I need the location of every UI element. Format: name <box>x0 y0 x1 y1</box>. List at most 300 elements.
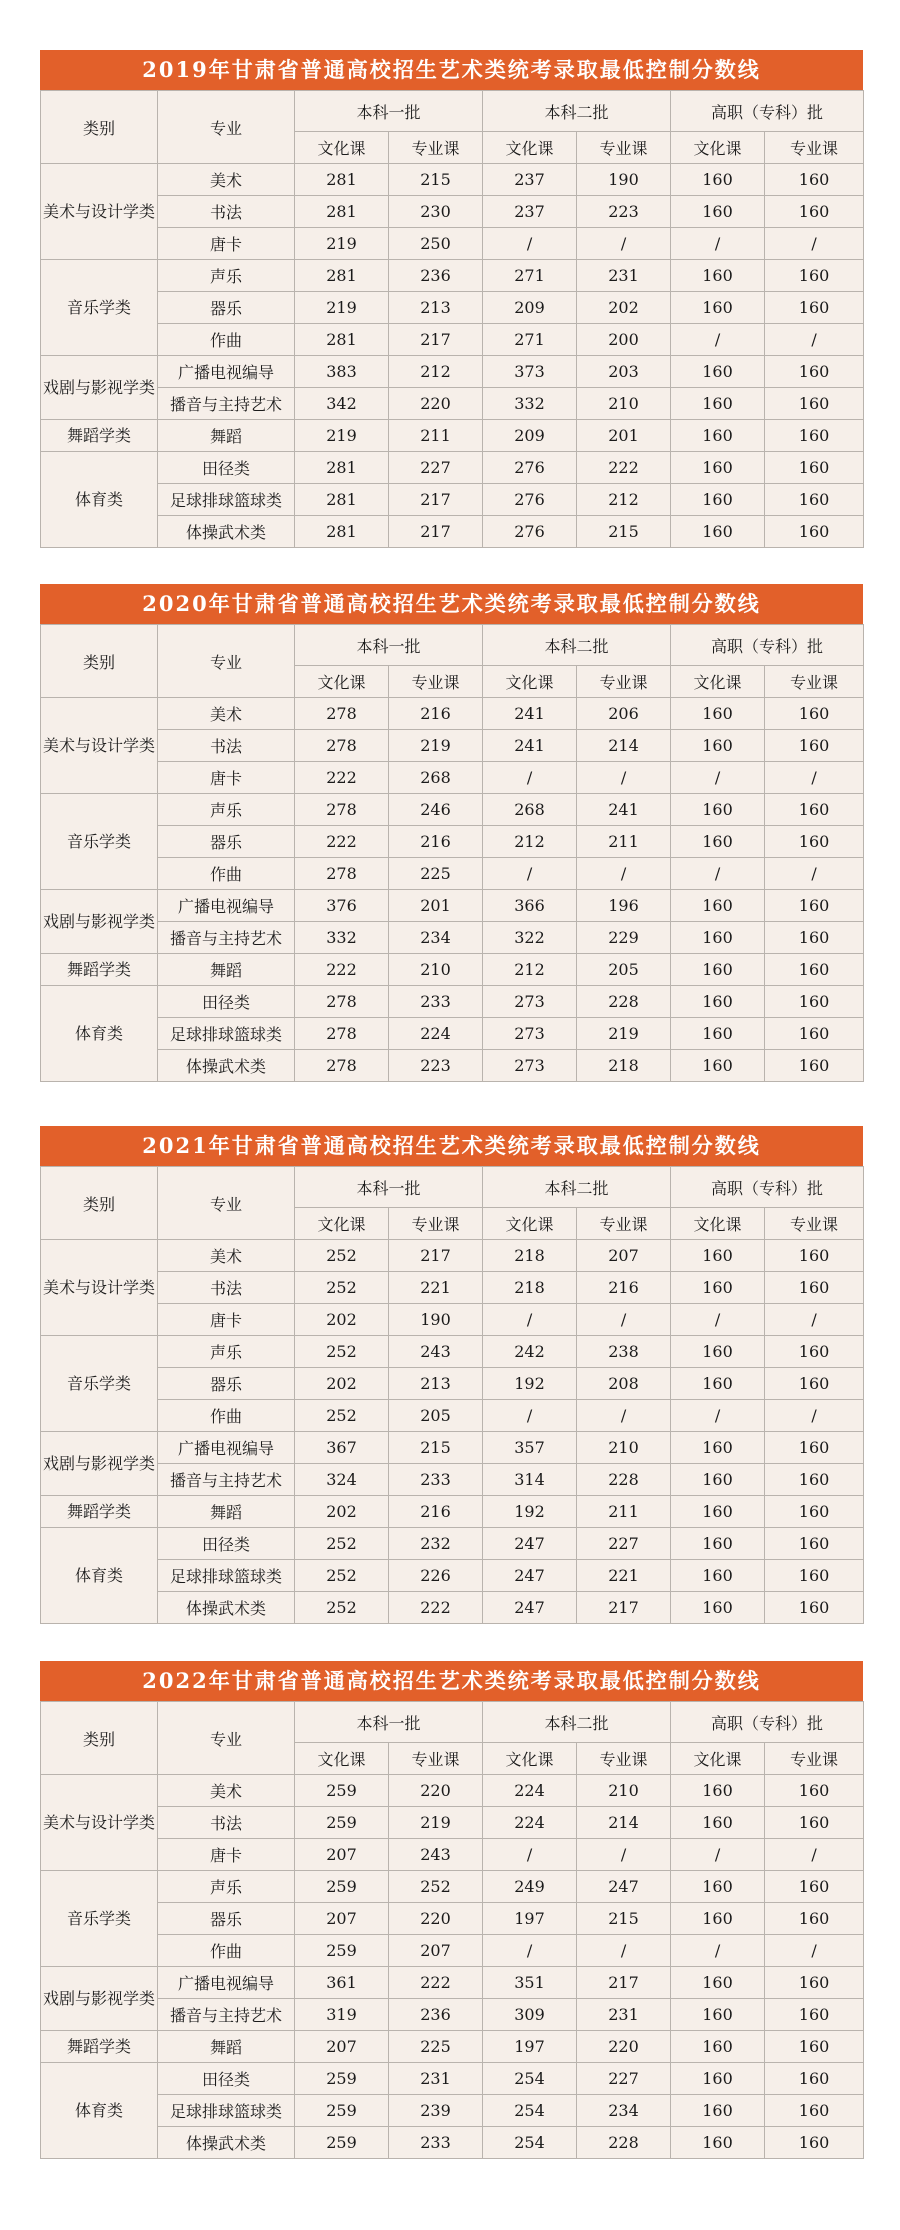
score-cell: 229 <box>577 922 671 954</box>
header-culture: 文化课 <box>295 1208 389 1240</box>
score-table <box>40 1701 864 2159</box>
score-cell: 332 <box>295 922 389 954</box>
table-row <box>41 986 864 1018</box>
score-cell: 241 <box>483 698 577 730</box>
score-cell: 202 <box>295 1368 389 1400</box>
header-row <box>41 1702 864 1743</box>
score-cell: 160 <box>765 1336 864 1368</box>
score-cell: 281 <box>295 452 389 484</box>
score-cell: 228 <box>577 1464 671 1496</box>
table-row <box>41 1935 864 1967</box>
score-cell: 218 <box>577 1050 671 1082</box>
score-cell: 259 <box>295 1935 389 1967</box>
score-cell: 231 <box>389 2063 483 2095</box>
table-row <box>41 164 864 196</box>
score-cell: 160 <box>671 1496 765 1528</box>
score-cell: 217 <box>577 1592 671 1624</box>
score-cell: 160 <box>671 516 765 548</box>
score-cell: / <box>765 762 864 794</box>
table-row <box>41 2095 864 2127</box>
major-cell: 体操武术类 <box>158 1592 295 1624</box>
score-cell: 190 <box>389 1304 483 1336</box>
score-cell: 160 <box>765 1464 864 1496</box>
score-cell: 202 <box>295 1496 389 1528</box>
score-cell: 223 <box>389 1050 483 1082</box>
major-cell: 声乐 <box>158 794 295 826</box>
score-cell: 254 <box>483 2095 577 2127</box>
score-cell: / <box>577 1304 671 1336</box>
header-specialty: 专业课 <box>389 666 483 698</box>
score-cell: 160 <box>765 954 864 986</box>
major-cell: 书法 <box>158 730 295 762</box>
score-cell: 203 <box>577 356 671 388</box>
header-culture: 文化课 <box>671 1743 765 1775</box>
score-cell: 160 <box>671 1050 765 1082</box>
score-cell: 160 <box>765 1240 864 1272</box>
score-cell: 205 <box>577 954 671 986</box>
score-cell: 160 <box>671 1967 765 1999</box>
score-cell: 222 <box>389 1592 483 1624</box>
header-specialty: 专业课 <box>765 132 864 164</box>
score-cell: 205 <box>389 1400 483 1432</box>
score-cell: 228 <box>577 986 671 1018</box>
header-batch3: 高职（专科）批 <box>671 91 864 132</box>
score-cell: 217 <box>389 1240 483 1272</box>
score-cell: 276 <box>483 516 577 548</box>
major-cell: 广播电视编导 <box>158 1432 295 1464</box>
score-cell: 211 <box>577 826 671 858</box>
header-specialty: 专业课 <box>577 132 671 164</box>
score-cell: / <box>483 1304 577 1336</box>
major-cell: 美术 <box>158 1775 295 1807</box>
score-cell: 259 <box>295 2063 389 2095</box>
header-culture: 文化课 <box>483 132 577 164</box>
score-cell: 218 <box>483 1272 577 1304</box>
score-cell: 160 <box>671 954 765 986</box>
category-cell: 音乐学类 <box>41 1871 158 1967</box>
category-cell: 体育类 <box>41 1528 158 1624</box>
header-batch3: 高职（专科）批 <box>671 1702 864 1743</box>
score-cell: 225 <box>389 2031 483 2063</box>
header-culture: 文化课 <box>483 1208 577 1240</box>
major-cell: 舞蹈 <box>158 1496 295 1528</box>
score-cell: / <box>671 1935 765 1967</box>
header-row <box>41 91 864 132</box>
score-cell: 216 <box>389 826 483 858</box>
score-cell: 376 <box>295 890 389 922</box>
score-cell: 278 <box>295 730 389 762</box>
score-cell: 215 <box>389 164 483 196</box>
header-major: 专业 <box>158 1167 295 1240</box>
score-cell: 212 <box>389 356 483 388</box>
category-cell: 舞蹈学类 <box>41 2031 158 2063</box>
score-cell: 278 <box>295 1018 389 1050</box>
header-specialty: 专业课 <box>389 1208 483 1240</box>
category-cell: 舞蹈学类 <box>41 420 158 452</box>
score-cell: 278 <box>295 858 389 890</box>
category-cell: 体育类 <box>41 986 158 1082</box>
table-row <box>41 698 864 730</box>
score-cell: 160 <box>671 826 765 858</box>
score-cell: / <box>483 1839 577 1871</box>
score-cell: 252 <box>295 1336 389 1368</box>
score-cell: 220 <box>389 1775 483 1807</box>
category-cell: 美术与设计学类 <box>41 698 158 794</box>
major-cell: 作曲 <box>158 858 295 890</box>
score-cell: 221 <box>389 1272 483 1304</box>
score-cell: 276 <box>483 452 577 484</box>
table-row <box>41 1336 864 1368</box>
major-cell: 美术 <box>158 698 295 730</box>
score-cell: 268 <box>389 762 483 794</box>
header-batch2: 本科二批 <box>483 625 671 666</box>
score-cell: 160 <box>765 516 864 548</box>
score-cell: 224 <box>483 1807 577 1839</box>
table-row <box>41 826 864 858</box>
score-cell: 202 <box>577 292 671 324</box>
score-cell: 342 <box>295 388 389 420</box>
score-cell: 219 <box>389 730 483 762</box>
score-cell: 160 <box>671 1999 765 2031</box>
score-cell: 247 <box>483 1592 577 1624</box>
major-cell: 唐卡 <box>158 1839 295 1871</box>
major-cell: 播音与主持艺术 <box>158 1464 295 1496</box>
header-batch3: 高职（专科）批 <box>671 625 864 666</box>
score-cell: 224 <box>389 1018 483 1050</box>
score-cell: 222 <box>295 762 389 794</box>
score-cell: 367 <box>295 1432 389 1464</box>
score-cell: 160 <box>671 1240 765 1272</box>
major-cell: 器乐 <box>158 1903 295 1935</box>
table-row <box>41 2031 864 2063</box>
table-row <box>41 1304 864 1336</box>
score-cell: 160 <box>765 730 864 762</box>
header-specialty: 专业课 <box>389 132 483 164</box>
header-specialty: 专业课 <box>577 1208 671 1240</box>
table-row <box>41 1496 864 1528</box>
score-cell: 357 <box>483 1432 577 1464</box>
header-row <box>41 1167 864 1208</box>
score-cell: 252 <box>295 1592 389 1624</box>
score-table-block <box>40 1126 863 1624</box>
score-cell: 211 <box>389 420 483 452</box>
score-cell: 237 <box>483 196 577 228</box>
score-cell: 219 <box>295 292 389 324</box>
score-cell: 252 <box>295 1272 389 1304</box>
score-cell: 160 <box>765 356 864 388</box>
table-row <box>41 2127 864 2159</box>
score-cell: 361 <box>295 1967 389 1999</box>
score-cell: 243 <box>389 1336 483 1368</box>
score-cell: 259 <box>295 1871 389 1903</box>
score-cell: 226 <box>389 1560 483 1592</box>
score-cell: 230 <box>389 196 483 228</box>
score-cell: 207 <box>577 1240 671 1272</box>
table-row <box>41 794 864 826</box>
header-category: 类别 <box>41 625 158 698</box>
score-cell: 273 <box>483 1018 577 1050</box>
table-row <box>41 420 864 452</box>
score-cell: 241 <box>577 794 671 826</box>
major-cell: 田径类 <box>158 2063 295 2095</box>
score-cell: 212 <box>483 826 577 858</box>
score-cell: 197 <box>483 1903 577 1935</box>
score-cell: 160 <box>765 1560 864 1592</box>
score-cell: / <box>671 1400 765 1432</box>
header-specialty: 专业课 <box>765 666 864 698</box>
major-cell: 声乐 <box>158 260 295 292</box>
score-cell: 160 <box>671 452 765 484</box>
major-cell: 田径类 <box>158 986 295 1018</box>
score-cell: 227 <box>577 2063 671 2095</box>
major-cell: 播音与主持艺术 <box>158 1999 295 2031</box>
table-row <box>41 890 864 922</box>
score-cell: 210 <box>577 388 671 420</box>
score-cell: 160 <box>671 2031 765 2063</box>
score-cell: 211 <box>577 1496 671 1528</box>
score-cell: 233 <box>389 986 483 1018</box>
score-cell: 271 <box>483 260 577 292</box>
score-cell: 196 <box>577 890 671 922</box>
major-cell: 作曲 <box>158 1935 295 1967</box>
score-cell: / <box>765 1935 864 1967</box>
table-row <box>41 1050 864 1082</box>
score-cell: 160 <box>765 826 864 858</box>
table-row <box>41 1903 864 1935</box>
score-cell: 207 <box>295 1839 389 1871</box>
score-cell: 222 <box>389 1967 483 1999</box>
score-cell: 160 <box>671 292 765 324</box>
score-cell: 160 <box>765 1496 864 1528</box>
score-cell: 160 <box>765 484 864 516</box>
header-culture: 文化课 <box>295 666 389 698</box>
score-cell: 259 <box>295 2095 389 2127</box>
score-cell: / <box>671 1304 765 1336</box>
score-cell: 222 <box>577 452 671 484</box>
score-cell: 366 <box>483 890 577 922</box>
major-cell: 器乐 <box>158 1368 295 1400</box>
major-cell: 美术 <box>158 1240 295 1272</box>
score-cell: 208 <box>577 1368 671 1400</box>
score-cell: 213 <box>389 292 483 324</box>
category-cell: 美术与设计学类 <box>41 164 158 260</box>
score-cell: 242 <box>483 1336 577 1368</box>
category-cell: 音乐学类 <box>41 794 158 890</box>
score-cell: 247 <box>483 1528 577 1560</box>
score-cell: 332 <box>483 388 577 420</box>
score-cell: 160 <box>671 1368 765 1400</box>
header-category: 类别 <box>41 1167 158 1240</box>
score-cell: / <box>765 1839 864 1871</box>
table-row <box>41 356 864 388</box>
table-row <box>41 452 864 484</box>
header-category: 类别 <box>41 91 158 164</box>
major-cell: 播音与主持艺术 <box>158 388 295 420</box>
score-cell: / <box>671 762 765 794</box>
score-cell: / <box>577 1400 671 1432</box>
score-cell: 160 <box>765 1807 864 1839</box>
score-cell: 231 <box>577 260 671 292</box>
score-cell: 276 <box>483 484 577 516</box>
score-cell: 160 <box>671 260 765 292</box>
score-cell: 237 <box>483 164 577 196</box>
table-title: 2019年甘肃省普通高校招生艺术类统考录取最低控制分数线 <box>40 50 863 90</box>
score-cell: / <box>671 858 765 890</box>
score-cell: 281 <box>295 324 389 356</box>
header-batch2: 本科二批 <box>483 1167 671 1208</box>
header-specialty: 专业课 <box>577 666 671 698</box>
header-culture: 文化课 <box>671 132 765 164</box>
score-cell: 160 <box>671 196 765 228</box>
score-cell: 239 <box>389 2095 483 2127</box>
header-specialty: 专业课 <box>389 1743 483 1775</box>
header-specialty: 专业课 <box>577 1743 671 1775</box>
score-cell: 236 <box>389 1999 483 2031</box>
score-cell: 278 <box>295 986 389 1018</box>
score-cell: 160 <box>671 698 765 730</box>
table-row <box>41 1368 864 1400</box>
category-cell: 戏剧与影视学类 <box>41 1967 158 2031</box>
score-cell: 220 <box>389 1903 483 1935</box>
score-cell: 210 <box>577 1775 671 1807</box>
score-cell: / <box>577 228 671 260</box>
category-cell: 舞蹈学类 <box>41 1496 158 1528</box>
category-cell: 戏剧与影视学类 <box>41 1432 158 1496</box>
score-cell: 160 <box>671 1528 765 1560</box>
score-cell: 252 <box>295 1240 389 1272</box>
score-cell: 160 <box>765 1999 864 2031</box>
header-batch2: 本科二批 <box>483 91 671 132</box>
table-row <box>41 196 864 228</box>
score-cell: 210 <box>389 954 483 986</box>
score-table-block <box>40 50 863 548</box>
major-cell: 唐卡 <box>158 228 295 260</box>
score-cell: 254 <box>483 2063 577 2095</box>
score-cell: 319 <box>295 1999 389 2031</box>
score-cell: 192 <box>483 1368 577 1400</box>
score-cell: 281 <box>295 196 389 228</box>
score-cell: 217 <box>577 1967 671 1999</box>
major-cell: 体操武术类 <box>158 2127 295 2159</box>
score-cell: 206 <box>577 698 671 730</box>
major-cell: 舞蹈 <box>158 954 295 986</box>
score-cell: 160 <box>671 890 765 922</box>
score-cell: 214 <box>577 1807 671 1839</box>
score-cell: / <box>483 762 577 794</box>
score-cell: 225 <box>389 858 483 890</box>
major-cell: 足球排球篮球类 <box>158 2095 295 2127</box>
score-cell: 314 <box>483 1464 577 1496</box>
score-cell: 217 <box>389 484 483 516</box>
header-specialty: 专业课 <box>765 1208 864 1240</box>
score-cell: / <box>671 228 765 260</box>
major-cell: 体操武术类 <box>158 516 295 548</box>
score-cell: 383 <box>295 356 389 388</box>
table-row <box>41 954 864 986</box>
score-cell: 160 <box>671 356 765 388</box>
table-row <box>41 292 864 324</box>
score-cell: 160 <box>765 2095 864 2127</box>
score-cell: 222 <box>295 826 389 858</box>
score-cell: / <box>483 858 577 890</box>
category-cell: 戏剧与影视学类 <box>41 356 158 420</box>
category-cell: 戏剧与影视学类 <box>41 890 158 954</box>
score-cell: 212 <box>577 484 671 516</box>
score-cell: / <box>577 858 671 890</box>
score-cell: 160 <box>671 1592 765 1624</box>
table-row <box>41 1807 864 1839</box>
table-row <box>41 1999 864 2031</box>
score-cell: 236 <box>389 260 483 292</box>
score-cell: 209 <box>483 420 577 452</box>
score-cell: 160 <box>671 2127 765 2159</box>
score-cell: 228 <box>577 2127 671 2159</box>
score-cell: 278 <box>295 1050 389 1082</box>
score-cell: 224 <box>483 1775 577 1807</box>
score-cell: 190 <box>577 164 671 196</box>
table-row <box>41 1560 864 1592</box>
score-cell: 252 <box>295 1400 389 1432</box>
score-cell: 322 <box>483 922 577 954</box>
score-cell: 160 <box>765 922 864 954</box>
score-cell: 259 <box>295 1807 389 1839</box>
score-table-block <box>40 584 863 1082</box>
table-row <box>41 762 864 794</box>
major-cell: 舞蹈 <box>158 2031 295 2063</box>
score-cell: 160 <box>765 794 864 826</box>
score-cell: 217 <box>389 324 483 356</box>
score-cell: / <box>483 228 577 260</box>
score-cell: 216 <box>577 1272 671 1304</box>
score-cell: 160 <box>671 1272 765 1304</box>
score-cell: 227 <box>577 1528 671 1560</box>
score-cell: 160 <box>765 1903 864 1935</box>
score-cell: / <box>483 1400 577 1432</box>
score-cell: 215 <box>389 1432 483 1464</box>
header-batch2: 本科二批 <box>483 1702 671 1743</box>
score-cell: 160 <box>765 196 864 228</box>
score-cell: 160 <box>671 1018 765 1050</box>
score-cell: 160 <box>765 1432 864 1464</box>
score-cell: 160 <box>671 1464 765 1496</box>
major-cell: 唐卡 <box>158 762 295 794</box>
category-cell: 体育类 <box>41 2063 158 2159</box>
score-cell: 160 <box>765 2127 864 2159</box>
score-cell: 222 <box>295 954 389 986</box>
header-row <box>41 625 864 666</box>
score-cell: 160 <box>671 164 765 196</box>
header-batch1: 本科一批 <box>295 91 483 132</box>
score-cell: 238 <box>577 1336 671 1368</box>
score-cell: 160 <box>765 260 864 292</box>
score-cell: 233 <box>389 2127 483 2159</box>
table-title: 2020年甘肃省普通高校招生艺术类统考录取最低控制分数线 <box>40 584 863 624</box>
score-cell: 160 <box>765 2063 864 2095</box>
score-cell: 160 <box>765 164 864 196</box>
score-cell: 351 <box>483 1967 577 1999</box>
score-cell: 207 <box>389 1935 483 1967</box>
score-cell: 215 <box>577 1903 671 1935</box>
table-row <box>41 260 864 292</box>
major-cell: 体操武术类 <box>158 1050 295 1082</box>
score-cell: 271 <box>483 324 577 356</box>
score-cell: 221 <box>577 1560 671 1592</box>
score-cell: 233 <box>389 1464 483 1496</box>
score-cell: 160 <box>765 388 864 420</box>
score-cell: 220 <box>577 2031 671 2063</box>
score-cell: 231 <box>577 1999 671 2031</box>
category-cell: 音乐学类 <box>41 260 158 356</box>
